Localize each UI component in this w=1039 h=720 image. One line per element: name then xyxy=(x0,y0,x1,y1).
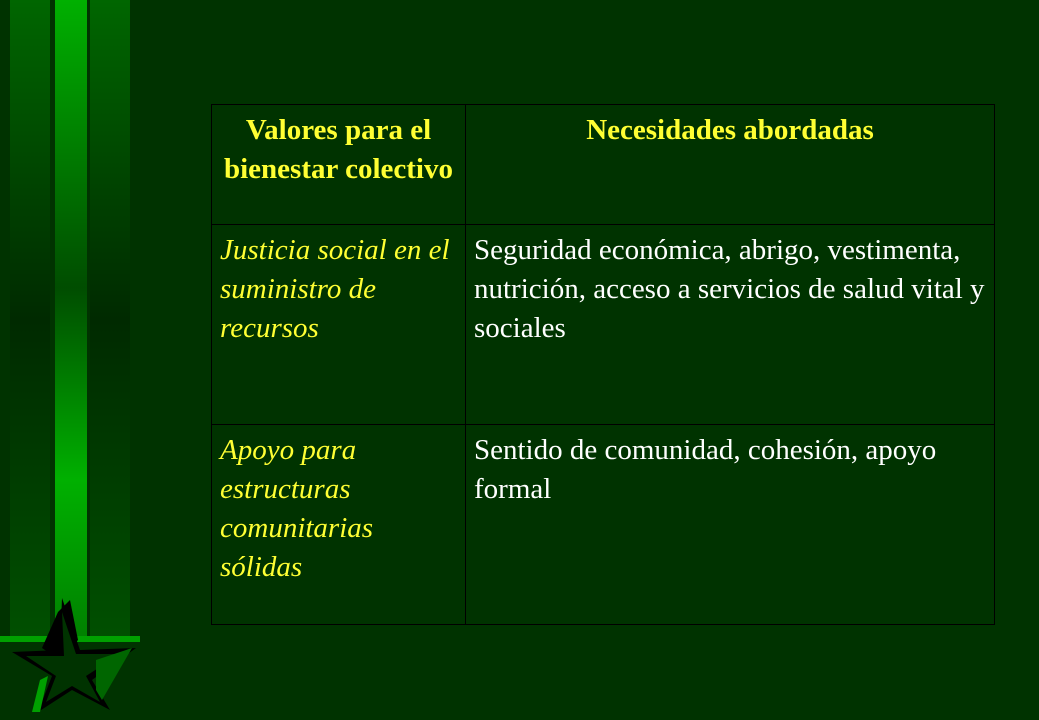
values-needs-table xyxy=(211,104,995,625)
decorative-stripes xyxy=(0,0,140,720)
table-header-row xyxy=(212,105,995,225)
row-value-cell: Justicia social en el suministro de recursos xyxy=(212,225,466,425)
row-needs-cell: Seguridad económica, abrigo, vestimenta, nutrición, acceso a servicios de salud vital y sociales xyxy=(466,225,995,425)
row-needs-cell: Sentido de comunidad, cohesión, apoyo formal xyxy=(466,425,995,625)
header-needs: Necesidades abordadas xyxy=(466,105,995,225)
table-row xyxy=(212,225,995,425)
table-row xyxy=(212,425,995,625)
row-value-cell: Apoyo para estructuras comunitarias sólidas xyxy=(212,425,466,625)
header-values: Valores para el bienestar colectivo xyxy=(212,105,466,225)
